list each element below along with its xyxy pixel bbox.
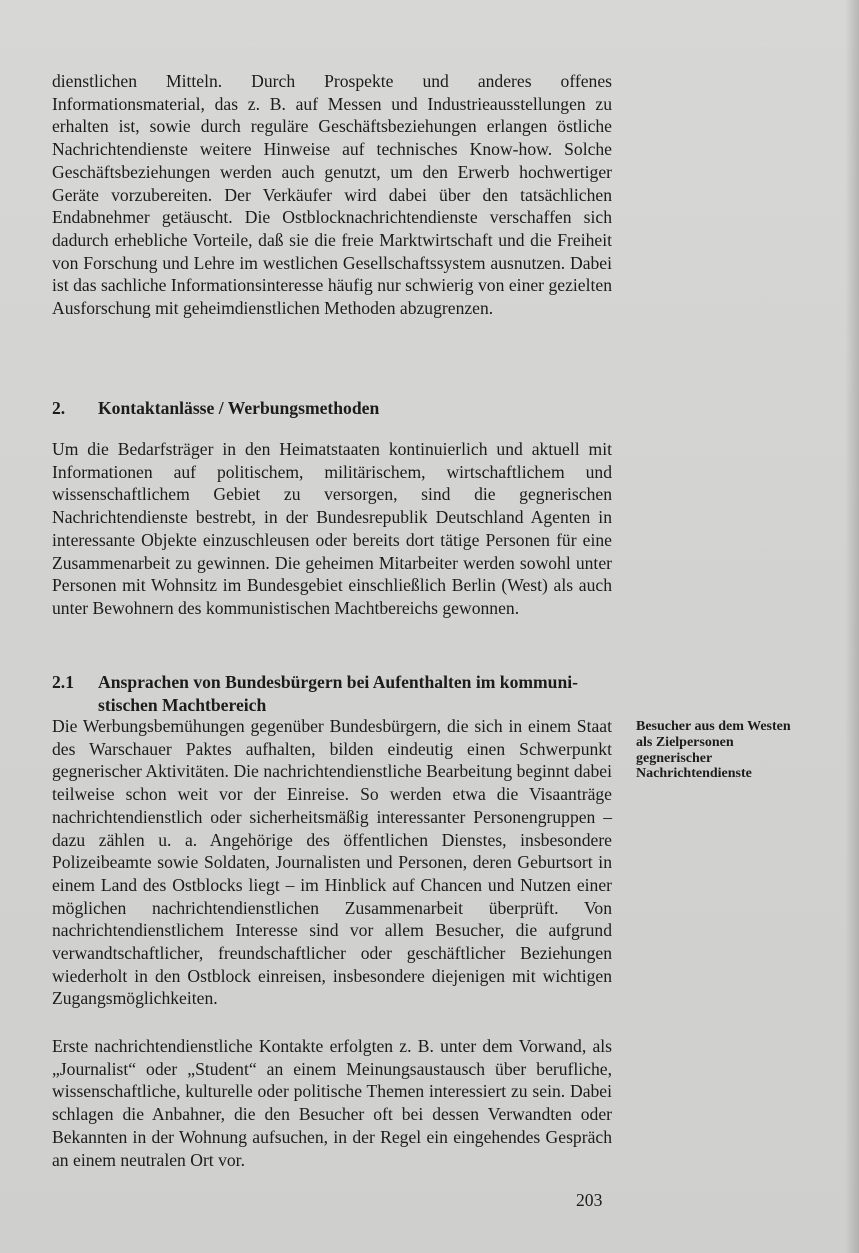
section-number: 2.1 <box>52 672 74 692</box>
paragraph-text: Erste nachrichtendienstliche Kontakte erfolgten z. B. unter dem Vorwand, als „Journalist“ oder „Student“ an einem Meinungsaustausch über berufliche, wissenschaftliche, kulturelle oder politische Themen interessiert zu sein. Dabei schlagen die Anbahner, die den Besucher oft bei dessen Verwandten oder Bekannten in der Wohnung aufsuchen, in der Regel ein eingehendes Gespräch an einem neutralen Ort vor. <box>52 1036 612 1170</box>
paragraph-section-2 <box>52 438 612 620</box>
paragraph-intro <box>52 70 612 320</box>
paragraph-text: Um die Bedarfsträger in den Heimatstaaten kontinuierlich und aktuell mit Informationen auf politischem, militärischem, wirtschaftlichem und wissenschaftlichem Gebiet zu versorgen, sind die gegnerischen Nachrichtendienste bestrebt, in der Bundesrepublik Deutschland Agenten in interessante Objekte einzuschleusen oder bereits dort tätige Personen für eine Zusammenarbeit zu gewinnen. Die geheimen Mitarbeiter werden sowohl unter Personen mit Wohnsitz im Bundesgebiet einschließlich Berlin (West) als auch unter Bewohnern des kommunistischen Machtbereichs gewonnen. <box>52 439 612 618</box>
section-heading-2-1 <box>52 671 612 716</box>
section-title: Kontaktanlässe / Werbungsmethoden <box>98 398 380 418</box>
page-number: 203 <box>576 1190 603 1210</box>
section-title-line-2: stischen Machtbereich <box>98 694 267 715</box>
paragraph-first-contacts <box>52 1035 612 1171</box>
paragraph-text: dienstlichen Mitteln. Durch Prospekte und anderes offenes Informationsmaterial, das z. B. auf Messen und Industrieausstellungen zu erhalten ist, sowie durch reguläre Geschäftsbeziehungen erlangen östliche Nachrichtendienste weitere Hinweise auf technisches Know-how. Solche Geschäftsbeziehungen werden auch genutzt, um den Erwerb hochwertiger Geräte vorzubereiten. Der Verkäufer wird dabei über den tatsächlichen Endabnehmer getäuscht. Die Ostblocknachrichtendienste verschaffen sich dadurch erhebliche Vorteile, daß sie die freie Marktwirtschaft und die Freiheit von Forschung und Lehre im westlichen Gesellschaftssystem ausnutzen. Dabei ist das sachliche Informationsinteresse häufig nur schwierig von einer gezielten Ausforschung mit geheimdienstlichen Methoden abzugrenzen. <box>52 71 612 319</box>
paragraph-text: Die Werbungsbemühungen gegenüber Bundesbürgern, die sich in einem Staat des Warschauer Paktes aufhalten, bilden eindeutig einen Schwerpunkt gegnerischer Aktivitäten. Die nachrichtendienstliche Bearbeitung beginnt dabei teilweise schon weit vor der Einreise. So werden etwa die Visaanträge nachrichtendienstlich oder sicherheitsmäßig interessanter Personengruppen – dazu zählen u. a. Angehörige des öffentlichen Dienstes, insbesondere Polizeibeamte sowie Soldaten, Journalisten und Personen, deren Geburtsort in einem Land des Ostblocks liegt – im Hinblick auf Chancen und Nutzen einer möglichen nachrichtendienstlichen Zusammenarbeit überprüft. Von nachrichtendienstlichem Interesse sind vor allem Besucher, die aufgrund verwandtschaftlicher, freundschaftlicher oder geschäftlicher Beziehungen wiederholt in den Ostblock einreisen, insbesondere diejenigen mit wichtigen Zugangsmöglichkeiten. <box>52 716 612 1009</box>
section-number: 2. <box>52 398 66 418</box>
section-title-line-1: Ansprachen von Bundesbürgern bei Aufenthalten im kommuni- <box>98 672 578 692</box>
section-heading-2 <box>52 397 612 420</box>
page-edge-shadow <box>845 0 859 1253</box>
paragraph-section-2-1 <box>52 715 612 1010</box>
margin-note: Besucher aus dem Westen als Zielpersonen gegnerischer Nachrichtendienste <box>636 719 791 782</box>
